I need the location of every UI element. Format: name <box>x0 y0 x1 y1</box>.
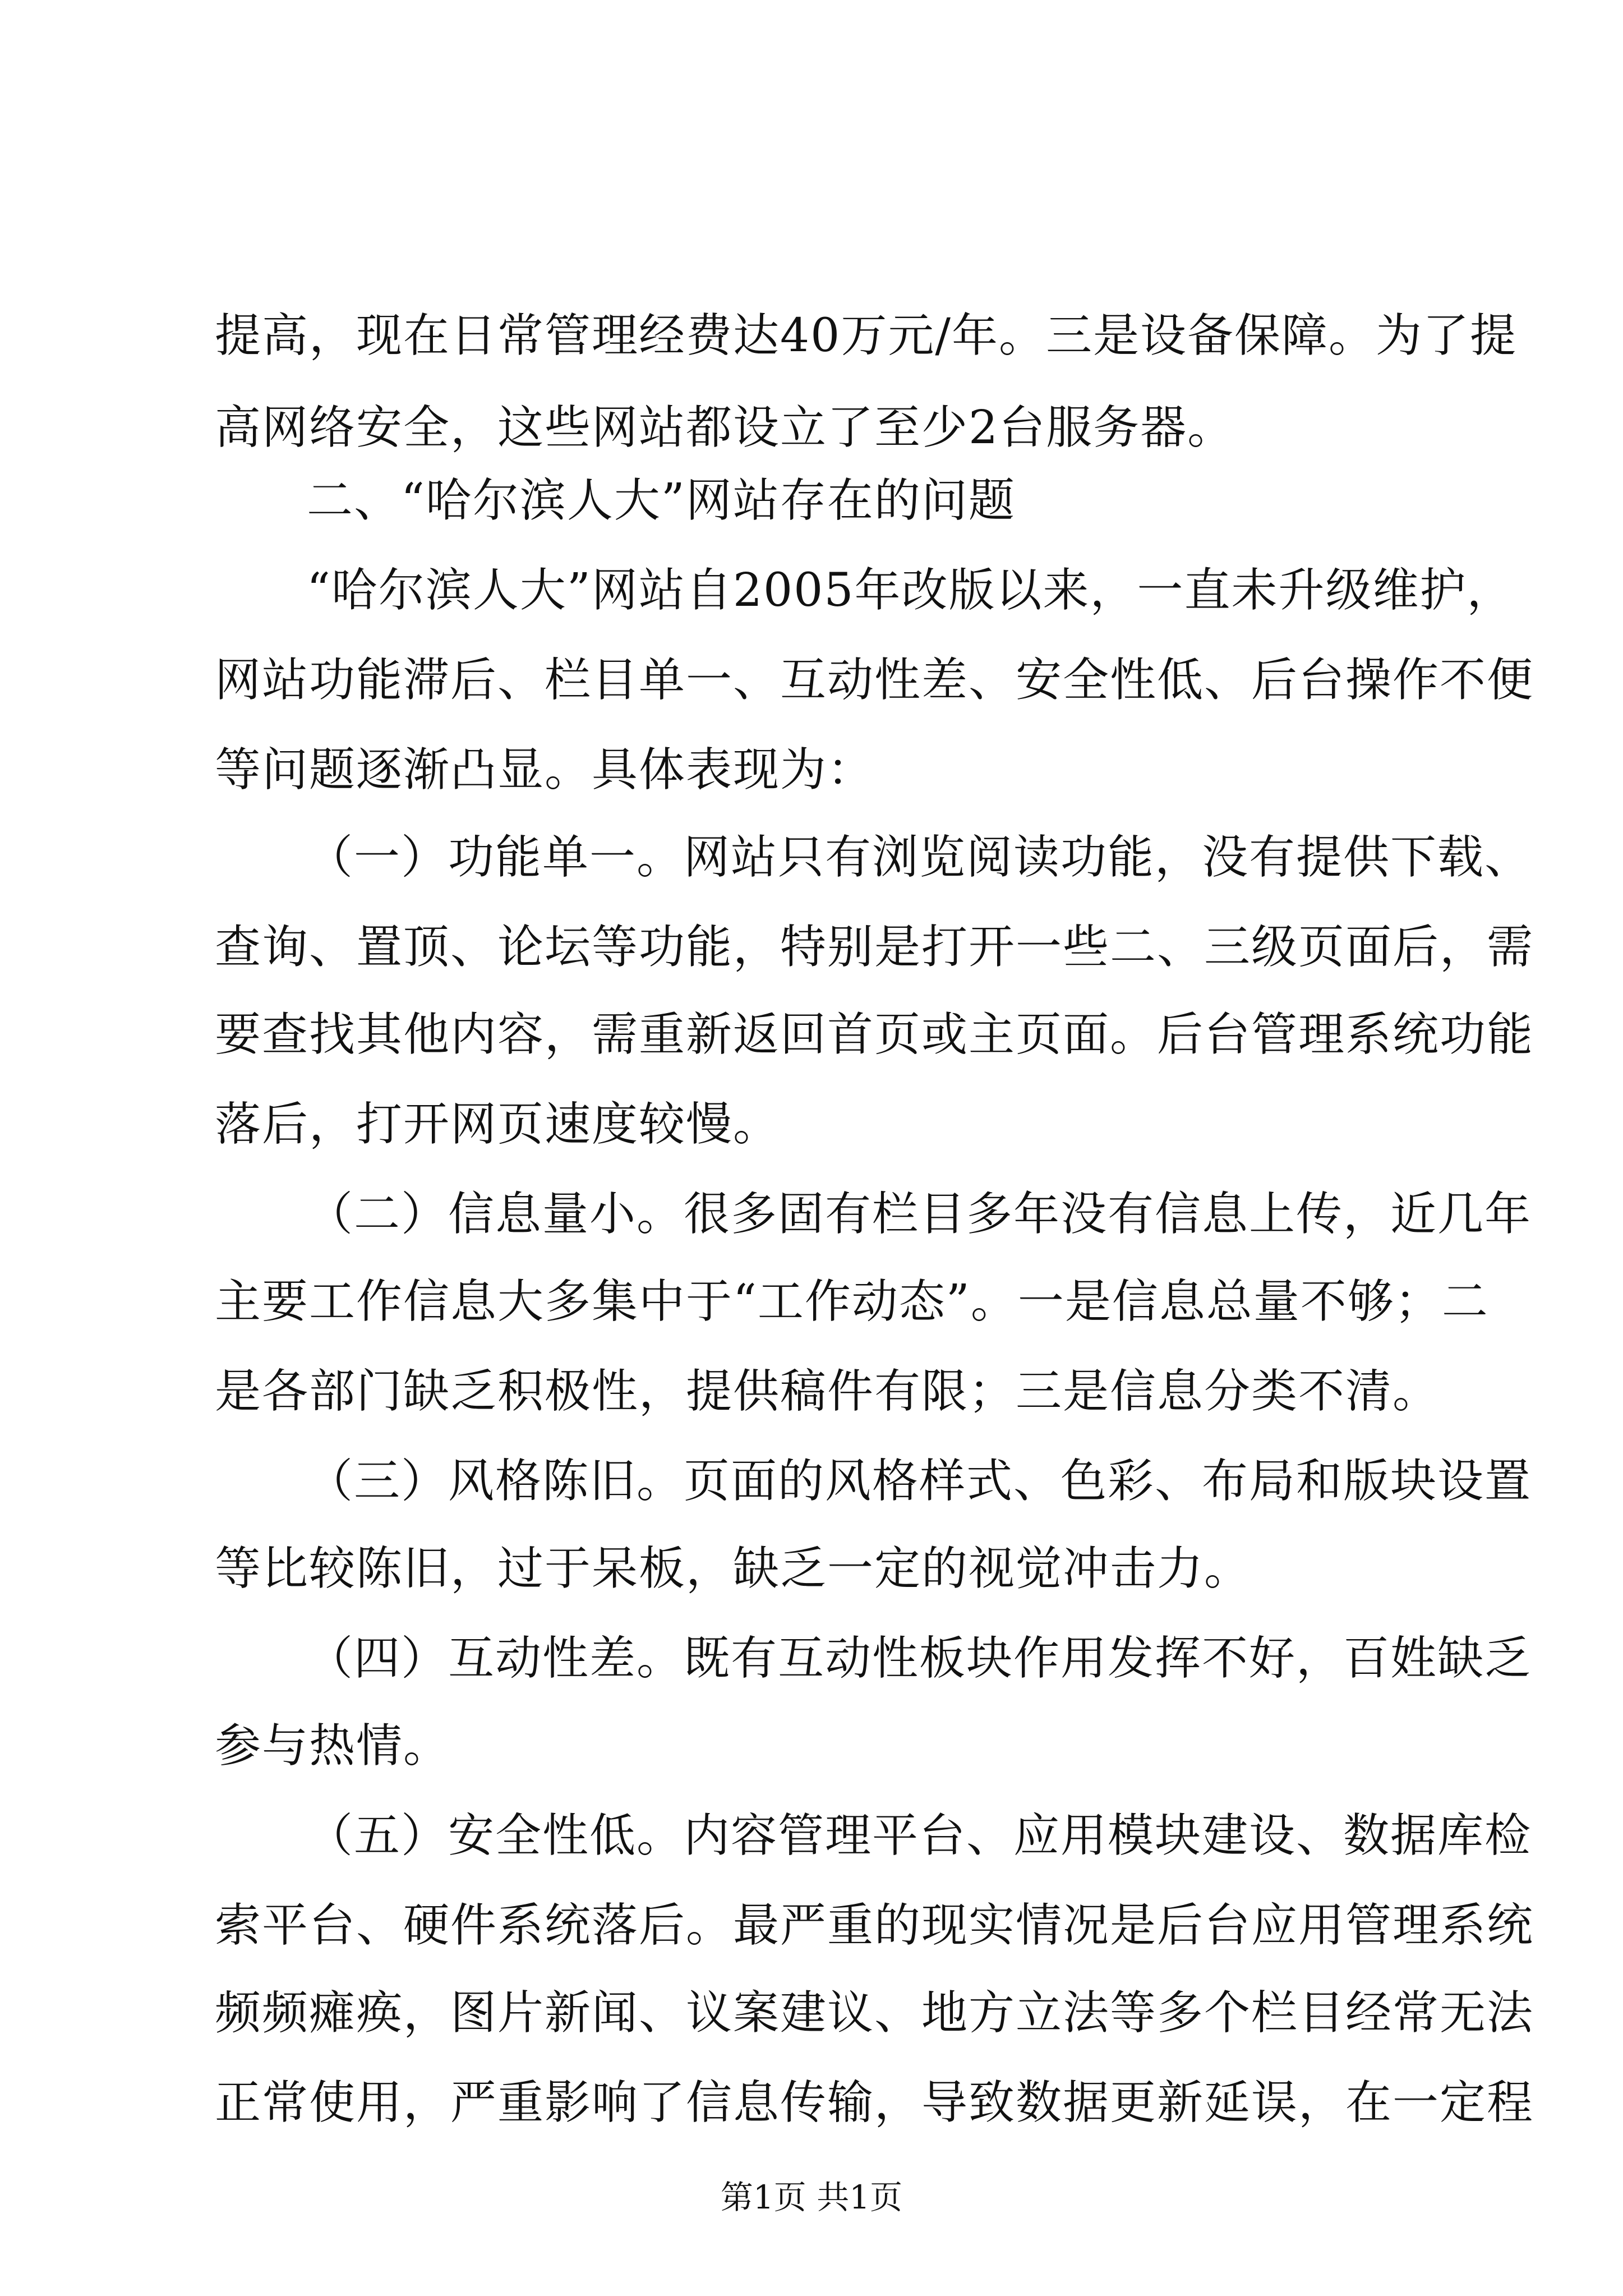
body-line: 索平台、硬件系统落后。最严重的现实情况是后台应用管理系统 <box>215 1899 1534 1952</box>
body-line: 提高，现在日常管理经费达40万元/年。三是设备保障。为了提 <box>215 309 1517 362</box>
body-line: 要查找其他内容，需重新返回首页或主页面。后台管理系统功能 <box>215 1008 1534 1061</box>
body-line: 等比较陈旧，过于呆板，缺乏一定的视觉冲击力。 <box>215 1542 1252 1595</box>
body-line: （五）安全性低。内容管理平台、应用模块建设、数据库检 <box>307 1809 1532 1862</box>
page-number-footer: 第1页 共1页 <box>720 2178 903 2216</box>
body-line: 查询、置顶、论坛等功能，特别是打开一些二、三级页面后，需 <box>215 921 1534 974</box>
body-line: （二）信息量小。很多固有栏目多年没有信息上传，近几年 <box>307 1188 1532 1241</box>
body-line: 主要工作信息大多集中于“工作动态”。一是信息总量不够；二 <box>215 1275 1489 1328</box>
body-line: 参与热情。 <box>215 1719 451 1773</box>
section-heading: 二、“哈尔滨人大”网站存在的问题 <box>307 474 1016 527</box>
body-line: 网站功能滞后、栏目单一、互动性差、安全性低、后台操作不便 <box>215 654 1534 707</box>
body-line: 高网络安全，这些网站都设立了至少2台服务器。 <box>215 401 1235 454</box>
body-line: 正常使用，严重影响了信息传输，导致数据更新延误，在一定程 <box>215 2076 1534 2129</box>
body-line: （三）风格陈旧。页面的风格样式、色彩、布局和版块设置 <box>307 1455 1532 1508</box>
body-line: 等问题逐渐凸显。具体表现为： <box>215 743 875 797</box>
body-line: （四）互动性差。既有互动性板块作用发挥不好，百姓缺乏 <box>307 1632 1532 1685</box>
body-line: “哈尔滨人大”网站自2005年改版以来，一直未升级维护， <box>307 564 1514 617</box>
body-line: 落后，打开网页速度较慢。 <box>215 1098 781 1151</box>
body-line: 是各部门缺乏积极性，提供稿件有限；三是信息分类不清。 <box>215 1365 1440 1418</box>
body-line: 频频瘫痪，图片新闻、议案建议、地方立法等多个栏目经常无法 <box>215 1986 1534 2040</box>
body-line: （一）功能单一。网站只有浏览阅读功能，没有提供下载、 <box>307 831 1532 884</box>
